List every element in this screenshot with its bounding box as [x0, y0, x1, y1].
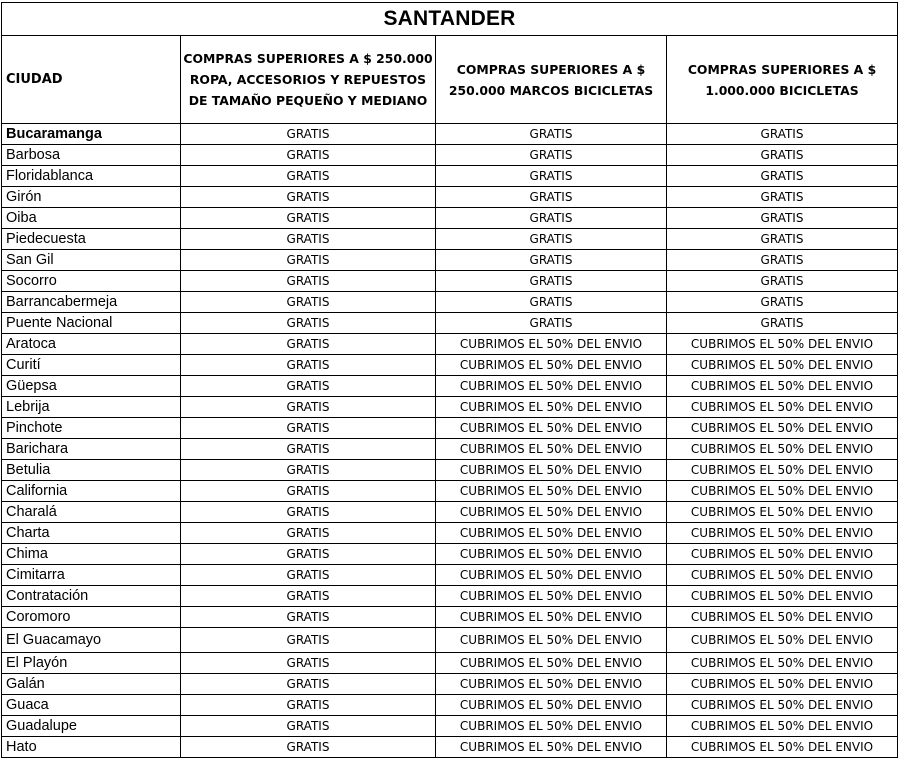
shipping-marcos-cell: GRATIS — [436, 124, 667, 145]
shipping-ropa-cell: GRATIS — [181, 418, 436, 439]
table-row — [2, 229, 898, 250]
city-cell: Cimitarra — [2, 565, 181, 586]
city-cell: Charta — [2, 523, 181, 544]
table-row — [2, 355, 898, 376]
shipping-marcos-cell: GRATIS — [436, 187, 667, 208]
shipping-ropa-cell: GRATIS — [181, 292, 436, 313]
shipping-ropa-cell: GRATIS — [181, 313, 436, 334]
shipping-ropa-cell: GRATIS — [181, 653, 436, 674]
city-cell: Guadalupe — [2, 716, 181, 737]
table-body — [2, 124, 898, 758]
shipping-marcos-cell: CUBRIMOS EL 50% DEL ENVIO — [436, 502, 667, 523]
shipping-bicicletas-cell: GRATIS — [667, 292, 898, 313]
shipping-ropa-cell: GRATIS — [181, 250, 436, 271]
shipping-ropa-cell: GRATIS — [181, 145, 436, 166]
shipping-bicicletas-cell: CUBRIMOS EL 50% DEL ENVIO — [667, 586, 898, 607]
city-cell: Güepsa — [2, 376, 181, 397]
table-row — [2, 208, 898, 229]
city-cell: Socorro — [2, 271, 181, 292]
shipping-bicicletas-cell: CUBRIMOS EL 50% DEL ENVIO — [667, 674, 898, 695]
shipping-bicicletas-cell: GRATIS — [667, 271, 898, 292]
shipping-ropa-cell: GRATIS — [181, 355, 436, 376]
shipping-bicicletas-cell: CUBRIMOS EL 50% DEL ENVIO — [667, 628, 898, 653]
table-row — [2, 376, 898, 397]
shipping-ropa-cell: GRATIS — [181, 695, 436, 716]
city-cell: Galán — [2, 674, 181, 695]
shipping-ropa-cell: GRATIS — [181, 124, 436, 145]
table-title: SANTANDER — [2, 3, 898, 36]
column-header-bicicletas: COMPRAS SUPERIORES A $ 1.000.000 BICICLETAS — [667, 36, 898, 124]
city-cell: El Playón — [2, 653, 181, 674]
shipping-ropa-cell: GRATIS — [181, 439, 436, 460]
table-row — [2, 145, 898, 166]
shipping-ropa-cell: GRATIS — [181, 481, 436, 502]
table-row — [2, 124, 898, 145]
shipping-marcos-cell: CUBRIMOS EL 50% DEL ENVIO — [436, 716, 667, 737]
shipping-bicicletas-cell: GRATIS — [667, 145, 898, 166]
shipping-ropa-cell: GRATIS — [181, 229, 436, 250]
shipping-marcos-cell: GRATIS — [436, 250, 667, 271]
table-row — [2, 628, 898, 653]
city-cell: Barrancabermeja — [2, 292, 181, 313]
table-row — [2, 166, 898, 187]
shipping-ropa-cell: GRATIS — [181, 523, 436, 544]
city-cell: Chima — [2, 544, 181, 565]
city-cell: Charalá — [2, 502, 181, 523]
shipping-marcos-cell: CUBRIMOS EL 50% DEL ENVIO — [436, 355, 667, 376]
shipping-marcos-cell: CUBRIMOS EL 50% DEL ENVIO — [436, 523, 667, 544]
shipping-marcos-cell: GRATIS — [436, 292, 667, 313]
table-row — [2, 674, 898, 695]
table-row — [2, 481, 898, 502]
shipping-bicicletas-cell: CUBRIMOS EL 50% DEL ENVIO — [667, 565, 898, 586]
city-cell: Bucaramanga — [2, 124, 181, 145]
shipping-marcos-cell: CUBRIMOS EL 50% DEL ENVIO — [436, 460, 667, 481]
city-cell: Barichara — [2, 439, 181, 460]
shipping-marcos-cell: GRATIS — [436, 145, 667, 166]
shipping-marcos-cell: CUBRIMOS EL 50% DEL ENVIO — [436, 334, 667, 355]
shipping-ropa-cell: GRATIS — [181, 628, 436, 653]
city-cell: San Gil — [2, 250, 181, 271]
city-cell: Aratoca — [2, 334, 181, 355]
shipping-ropa-cell: GRATIS — [181, 586, 436, 607]
shipping-ropa-cell: GRATIS — [181, 716, 436, 737]
table-row — [2, 523, 898, 544]
shipping-marcos-cell: CUBRIMOS EL 50% DEL ENVIO — [436, 544, 667, 565]
shipping-bicicletas-cell: CUBRIMOS EL 50% DEL ENVIO — [667, 737, 898, 758]
city-cell: El Guacamayo — [2, 628, 181, 653]
city-cell: Floridablanca — [2, 166, 181, 187]
table-row — [2, 544, 898, 565]
shipping-marcos-cell: CUBRIMOS EL 50% DEL ENVIO — [436, 397, 667, 418]
city-cell: Barbosa — [2, 145, 181, 166]
shipping-bicicletas-cell: CUBRIMOS EL 50% DEL ENVIO — [667, 481, 898, 502]
shipping-marcos-cell: CUBRIMOS EL 50% DEL ENVIO — [436, 674, 667, 695]
shipping-ropa-cell: GRATIS — [181, 607, 436, 628]
column-header-ciudad: CIUDAD — [2, 36, 181, 124]
shipping-bicicletas-cell: CUBRIMOS EL 50% DEL ENVIO — [667, 695, 898, 716]
city-cell: Contratación — [2, 586, 181, 607]
shipping-ropa-cell: GRATIS — [181, 187, 436, 208]
table-row — [2, 695, 898, 716]
shipping-bicicletas-cell: CUBRIMOS EL 50% DEL ENVIO — [667, 523, 898, 544]
shipping-bicicletas-cell: GRATIS — [667, 208, 898, 229]
shipping-bicicletas-cell: GRATIS — [667, 250, 898, 271]
shipping-bicicletas-cell: CUBRIMOS EL 50% DEL ENVIO — [667, 397, 898, 418]
shipping-ropa-cell: GRATIS — [181, 674, 436, 695]
table-row — [2, 460, 898, 481]
shipping-ropa-cell: GRATIS — [181, 166, 436, 187]
city-cell: Pinchote — [2, 418, 181, 439]
shipping-marcos-cell: CUBRIMOS EL 50% DEL ENVIO — [436, 695, 667, 716]
shipping-bicicletas-cell: GRATIS — [667, 313, 898, 334]
shipping-marcos-cell: CUBRIMOS EL 50% DEL ENVIO — [436, 586, 667, 607]
shipping-marcos-cell: CUBRIMOS EL 50% DEL ENVIO — [436, 737, 667, 758]
shipping-marcos-cell: CUBRIMOS EL 50% DEL ENVIO — [436, 439, 667, 460]
shipping-bicicletas-cell: CUBRIMOS EL 50% DEL ENVIO — [667, 653, 898, 674]
table-row — [2, 334, 898, 355]
shipping-bicicletas-cell: CUBRIMOS EL 50% DEL ENVIO — [667, 502, 898, 523]
city-cell: Curití — [2, 355, 181, 376]
shipping-bicicletas-cell: CUBRIMOS EL 50% DEL ENVIO — [667, 439, 898, 460]
shipping-bicicletas-cell: GRATIS — [667, 229, 898, 250]
shipping-bicicletas-cell: CUBRIMOS EL 50% DEL ENVIO — [667, 355, 898, 376]
shipping-bicicletas-cell: CUBRIMOS EL 50% DEL ENVIO — [667, 460, 898, 481]
shipping-bicicletas-cell: CUBRIMOS EL 50% DEL ENVIO — [667, 716, 898, 737]
city-cell: Lebrija — [2, 397, 181, 418]
shipping-ropa-cell: GRATIS — [181, 376, 436, 397]
shipping-ropa-cell: GRATIS — [181, 502, 436, 523]
shipping-marcos-cell: GRATIS — [436, 229, 667, 250]
shipping-bicicletas-cell: GRATIS — [667, 166, 898, 187]
shipping-marcos-cell: CUBRIMOS EL 50% DEL ENVIO — [436, 376, 667, 397]
table-row — [2, 397, 898, 418]
shipping-marcos-cell: CUBRIMOS EL 50% DEL ENVIO — [436, 481, 667, 502]
shipping-marcos-cell: GRATIS — [436, 208, 667, 229]
shipping-ropa-cell: GRATIS — [181, 544, 436, 565]
shipping-bicicletas-cell: CUBRIMOS EL 50% DEL ENVIO — [667, 544, 898, 565]
shipping-bicicletas-cell: CUBRIMOS EL 50% DEL ENVIO — [667, 607, 898, 628]
shipping-marcos-cell: GRATIS — [436, 166, 667, 187]
shipping-bicicletas-cell: CUBRIMOS EL 50% DEL ENVIO — [667, 376, 898, 397]
shipping-ropa-cell: GRATIS — [181, 737, 436, 758]
shipping-bicicletas-cell: GRATIS — [667, 124, 898, 145]
shipping-marcos-cell: CUBRIMOS EL 50% DEL ENVIO — [436, 653, 667, 674]
shipping-marcos-cell: CUBRIMOS EL 50% DEL ENVIO — [436, 418, 667, 439]
city-cell: Hato — [2, 737, 181, 758]
shipping-bicicletas-cell: GRATIS — [667, 187, 898, 208]
shipping-ropa-cell: GRATIS — [181, 208, 436, 229]
city-cell: Guaca — [2, 695, 181, 716]
shipping-bicicletas-cell: CUBRIMOS EL 50% DEL ENVIO — [667, 334, 898, 355]
city-cell: Oiba — [2, 208, 181, 229]
city-cell: Girón — [2, 187, 181, 208]
table-row — [2, 292, 898, 313]
shipping-marcos-cell: GRATIS — [436, 271, 667, 292]
city-cell: Betulia — [2, 460, 181, 481]
city-cell: Puente Nacional — [2, 313, 181, 334]
table-row — [2, 439, 898, 460]
shipping-ropa-cell: GRATIS — [181, 460, 436, 481]
shipping-ropa-cell: GRATIS — [181, 565, 436, 586]
shipping-marcos-cell: CUBRIMOS EL 50% DEL ENVIO — [436, 628, 667, 653]
table-row — [2, 502, 898, 523]
shipping-marcos-cell: CUBRIMOS EL 50% DEL ENVIO — [436, 565, 667, 586]
table-row — [2, 187, 898, 208]
shipping-marcos-cell: GRATIS — [436, 313, 667, 334]
shipping-ropa-cell: GRATIS — [181, 334, 436, 355]
table-row — [2, 250, 898, 271]
table-row — [2, 607, 898, 628]
table-row — [2, 271, 898, 292]
column-header-marcos-bicicletas: COMPRAS SUPERIORES A $ 250.000 MARCOS BICICLETAS — [436, 36, 667, 124]
table-row — [2, 586, 898, 607]
table-row — [2, 653, 898, 674]
table-row — [2, 737, 898, 758]
shipping-marcos-cell: CUBRIMOS EL 50% DEL ENVIO — [436, 607, 667, 628]
shipping-ropa-cell: GRATIS — [181, 271, 436, 292]
column-header-ropa-accesorios: COMPRAS SUPERIORES A $ 250.000 ROPA, ACCESORIOS Y REPUESTOS DE TAMAÑO PEQUEÑO Y MEDIANO — [181, 36, 436, 124]
table-row — [2, 565, 898, 586]
city-cell: Coromoro — [2, 607, 181, 628]
table-row — [2, 716, 898, 737]
shipping-table — [1, 2, 898, 758]
table-row — [2, 313, 898, 334]
shipping-ropa-cell: GRATIS — [181, 397, 436, 418]
shipping-bicicletas-cell: CUBRIMOS EL 50% DEL ENVIO — [667, 418, 898, 439]
city-cell: Piedecuesta — [2, 229, 181, 250]
table-row — [2, 418, 898, 439]
city-cell: California — [2, 481, 181, 502]
